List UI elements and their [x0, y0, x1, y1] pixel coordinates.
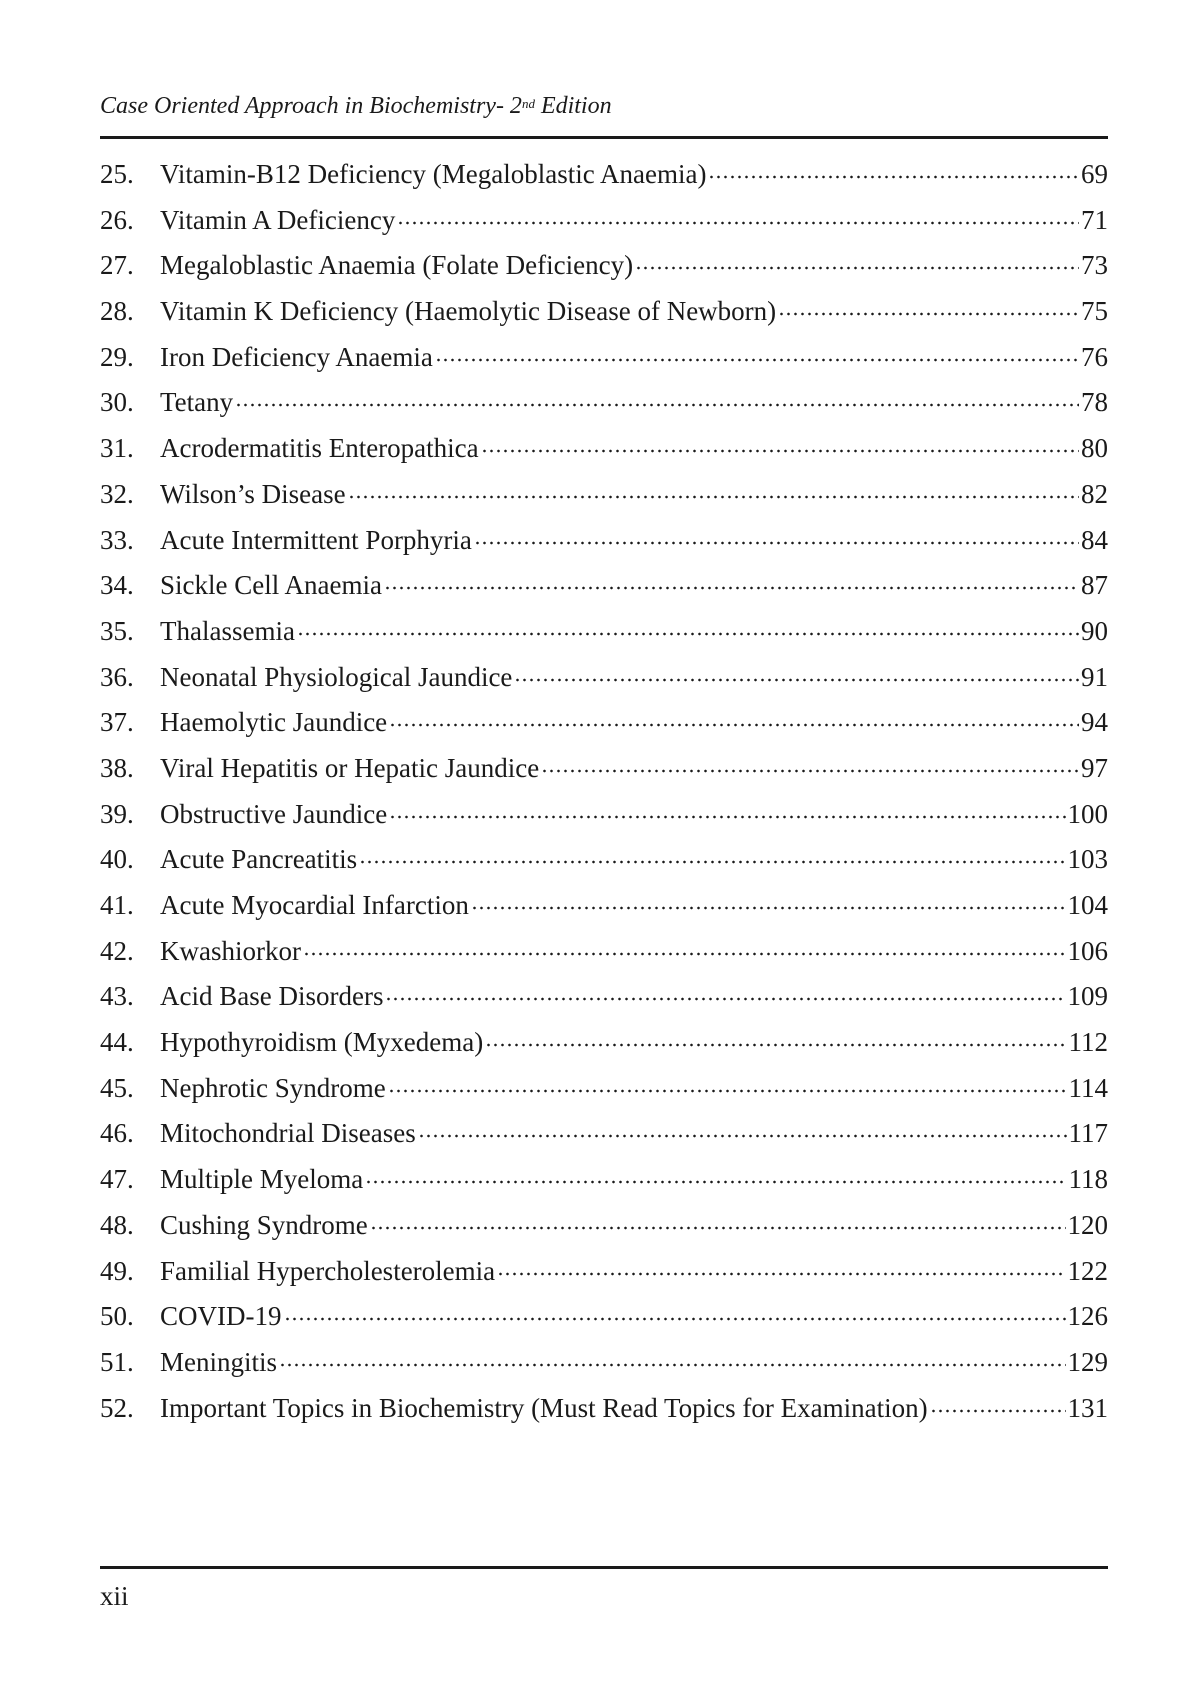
toc-entry-title: Mitochondrial Diseases [160, 1118, 416, 1149]
toc-entry-number: 33. [100, 524, 134, 555]
toc-entry-number: 31. [100, 433, 134, 464]
toc-entry-number: 51. [100, 1346, 134, 1377]
dot-leader [474, 521, 1079, 551]
header-rule [100, 136, 1108, 139]
toc-entry [100, 837, 1108, 883]
dot-leader [541, 749, 1079, 779]
dot-leader [397, 201, 1079, 231]
dot-leader [635, 246, 1079, 276]
running-title-edition: Edition [534, 93, 612, 119]
toc-entry-page: 114 [1068, 1072, 1108, 1103]
toc-entry [100, 243, 1108, 289]
toc-entry-number: 27. [100, 250, 134, 281]
dot-leader [389, 703, 1079, 733]
toc-entry-page: 80 [1081, 433, 1108, 464]
toc-entry-number: 41. [100, 890, 134, 920]
dot-leader [389, 795, 1065, 825]
toc-entry-title: Obstructive Jaundice [160, 798, 388, 829]
toc-entry [100, 198, 1108, 244]
toc-entry-page: 129 [1067, 1346, 1108, 1377]
dot-leader [708, 155, 1079, 185]
toc-entry [100, 1340, 1108, 1386]
toc-entry [100, 518, 1108, 564]
toc-entry-title: Cushing Syndrome [160, 1209, 368, 1240]
toc-entry [100, 472, 1108, 518]
toc-entry-page: 118 [1068, 1164, 1108, 1195]
toc-entry [100, 609, 1108, 655]
toc-entry [100, 563, 1108, 609]
dot-leader [930, 1389, 1066, 1419]
toc-entry-page: 106 [1067, 935, 1108, 966]
toc-entry-page: 103 [1067, 844, 1108, 875]
toc-entry-number: 48. [100, 1209, 134, 1240]
toc-entry-title: Hypothyroidism (Myxedema) [160, 1027, 484, 1058]
toc-entry [100, 746, 1108, 792]
running-title-text: Case Oriented Approach in Biochemistry- 2 [100, 93, 522, 119]
dot-leader [370, 1206, 1066, 1236]
toc-entry [100, 152, 1108, 198]
toc-entry-page: 91 [1081, 661, 1108, 692]
dot-leader [388, 1069, 1067, 1099]
toc-entry-number: 38. [100, 752, 134, 783]
toc-entry-number: 40. [100, 844, 134, 875]
toc-entry [100, 380, 1108, 426]
dot-leader [778, 292, 1079, 322]
toc-entry-title: Acute Pancreatitis [160, 844, 358, 875]
toc-entry-title: Familial Hypercholesterolemia [160, 1255, 496, 1286]
toc-entry-title: Vitamin K Deficiency (Haemolytic Disease of Newborn) [160, 296, 777, 327]
dot-leader [297, 612, 1079, 642]
dot-leader [497, 1252, 1065, 1282]
toc-entry [100, 792, 1108, 838]
toc-entry-page: 82 [1081, 478, 1108, 509]
toc-entry-page: 71 [1081, 204, 1108, 235]
toc-entry-title: Iron Deficiency Anaemia [160, 341, 433, 372]
toc-entry [100, 335, 1108, 381]
toc-entry-number: 37. [100, 707, 134, 738]
dot-leader [279, 1343, 1065, 1373]
dot-leader [481, 429, 1079, 459]
toc-entry-page: 94 [1081, 707, 1108, 738]
toc-entry [100, 1066, 1108, 1112]
dot-leader [385, 977, 1065, 1007]
dot-leader [348, 475, 1079, 505]
dot-leader [235, 383, 1079, 413]
running-title-superscript: nd [521, 96, 535, 111]
dot-leader [359, 840, 1065, 870]
toc-entry-title: Acute Intermittent Porphyria [160, 524, 472, 555]
toc-entry [100, 1111, 1108, 1157]
toc-entry-page: 87 [1081, 570, 1108, 601]
toc-entry [100, 1294, 1108, 1340]
toc-entry-number: 28. [100, 296, 134, 327]
toc-entry-title: Acute Myocardial Infarction [160, 890, 469, 920]
dot-leader [435, 338, 1079, 368]
toc-entry-number: 42. [100, 935, 134, 966]
toc-entry-number: 47. [100, 1164, 134, 1195]
dot-leader [384, 566, 1079, 596]
toc-entry-number: 25. [100, 159, 134, 189]
toc-entry-number: 32. [100, 478, 134, 509]
toc-entry-number: 46. [100, 1118, 134, 1149]
dot-leader [303, 932, 1066, 962]
toc-entry [100, 289, 1108, 335]
toc-entry-number: 49. [100, 1255, 134, 1286]
dot-leader [284, 1297, 1066, 1327]
toc-entry-title: Viral Hepatitis or Hepatic Jaundice [160, 752, 540, 783]
toc-entry-number: 26. [100, 204, 134, 235]
toc-entry-title: Tetany [160, 387, 234, 418]
toc-entry [100, 1249, 1108, 1295]
toc-entry-page: 90 [1081, 615, 1108, 646]
toc-entry [100, 974, 1108, 1020]
toc-entry-number: 45. [100, 1072, 134, 1103]
dot-leader [514, 658, 1079, 688]
toc-entry-page: 84 [1081, 524, 1108, 555]
page-number: xii [100, 1581, 129, 1611]
toc-entry [100, 426, 1108, 472]
toc-entry-title: Sickle Cell Anaemia [160, 570, 382, 601]
toc-entry-title: Vitamin-B12 Deficiency (Megaloblastic Anaemia) [160, 159, 707, 189]
toc-entry-number: 44. [100, 1027, 134, 1058]
toc-entry-number: 35. [100, 615, 134, 646]
dot-leader [471, 886, 1066, 916]
toc-entry-number: 39. [100, 798, 134, 829]
toc-entry-page: 100 [1067, 798, 1108, 829]
toc-entry-number: 52. [100, 1392, 134, 1423]
toc-entry-title: Acrodermatitis Enteropathica [160, 433, 479, 464]
toc-entry [100, 655, 1108, 701]
table-of-contents [100, 152, 1108, 1431]
toc-entry-title: Neonatal Physiological Jaundice [160, 661, 513, 692]
toc-entry-page: 131 [1067, 1392, 1108, 1423]
toc-entry-title: Nephrotic Syndrome [160, 1072, 386, 1103]
toc-entry [100, 1157, 1108, 1203]
toc-entry-title: Meningitis [160, 1346, 278, 1377]
toc-entry-title: COVID-19 [160, 1301, 282, 1332]
toc-entry [100, 700, 1108, 746]
dot-leader [485, 1023, 1066, 1053]
toc-entry-number: 50. [100, 1301, 134, 1332]
toc-entry [100, 1203, 1108, 1249]
toc-entry-title: Thalassemia [160, 615, 295, 646]
toc-entry-number: 29. [100, 341, 134, 372]
toc-entry-page: 120 [1067, 1209, 1108, 1240]
toc-entry [100, 929, 1108, 975]
toc-entry-title: Vitamin A Deficiency [160, 204, 396, 235]
toc-entry-page: 78 [1081, 387, 1108, 418]
toc-entry-page: 76 [1081, 341, 1108, 372]
toc-entry-title: Important Topics in Biochemistry (Must Read Topics for Examination) [160, 1392, 928, 1423]
toc-entry-page: 104 [1067, 890, 1108, 920]
toc-entry-title: Megaloblastic Anaemia (Folate Deficiency) [160, 250, 634, 281]
running-header [100, 92, 1108, 120]
toc-entry-page: 109 [1067, 981, 1108, 1012]
toc-entry-title: Haemolytic Jaundice [160, 707, 388, 738]
dot-leader [365, 1160, 1066, 1190]
toc-entry [100, 883, 1108, 929]
toc-entry-page: 117 [1068, 1118, 1108, 1149]
toc-entry-page: 75 [1081, 296, 1108, 327]
toc-entry [100, 1386, 1108, 1432]
toc-entry-title: Kwashiorkor [160, 935, 301, 966]
toc-entry-number: 36. [100, 661, 134, 692]
footer-rule [100, 1566, 1108, 1569]
toc-entry-title: Multiple Myeloma [160, 1164, 364, 1195]
toc-entry-page: 97 [1081, 752, 1108, 783]
toc-entry-title: Acid Base Disorders [160, 981, 384, 1012]
toc-entry-number: 34. [100, 570, 134, 601]
dot-leader [418, 1114, 1067, 1144]
toc-entry-number: 43. [100, 981, 134, 1012]
toc-entry-title: Wilson’s Disease [160, 478, 346, 509]
toc-entry-number: 30. [100, 387, 134, 418]
toc-entry-page: 126 [1067, 1301, 1108, 1332]
toc-entry-page: 73 [1081, 250, 1108, 281]
toc-entry-page: 69 [1081, 159, 1108, 189]
toc-entry-page: 112 [1068, 1027, 1108, 1058]
toc-entry-page: 122 [1067, 1255, 1108, 1286]
toc-entry [100, 1020, 1108, 1066]
